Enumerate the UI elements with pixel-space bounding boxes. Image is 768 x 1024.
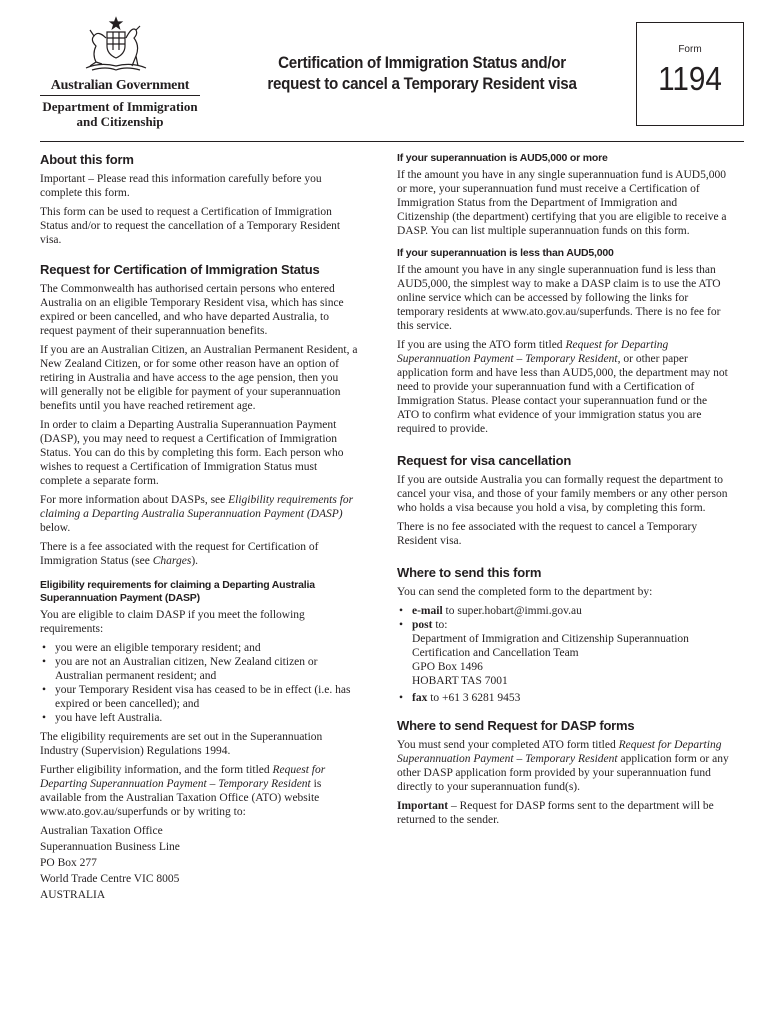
where-to-send-heading: Where to send this form [397,565,542,580]
dasp-forms-section [397,718,729,827]
fax-method-list [397,691,729,705]
about-section [40,152,358,247]
department-name [40,99,200,129]
form-number: 1194 [658,60,722,97]
where-to-send-intro: You can send the completed form to the department by: [397,586,653,598]
address-line: PO Box 277 [40,857,97,869]
certification-section [40,262,358,568]
certification-p2: If you are an Australian Citizen, an Australian Permanent Resident, a New Zealand Citizen, or for some other reason have an option of retiring in Australia and have access to the age pension, then you will generally not be eligible for payment of your superannuation benefits until you have reached retirement age. [40,344,358,412]
eligibility-intro: You are eligible to claim DASP if you meet the following requirements: [40,609,305,635]
form-number-box [636,22,744,126]
visa-cancellation-p2: There is no fee associated with the request to cancel a Temporary Resident visa. [397,521,698,547]
eligibility-list [40,641,358,725]
left-column [40,152,358,904]
form-label: Form [678,44,702,55]
send-methods-list [397,604,729,632]
eligibility-further: Further eligibility information, and the form titled Request for Departing Superannuation Payment – Temporary Resident is available from the Australian Taxation Office (ATO) website www.ato.gov.au/superfunds or by writing to: [40,764,326,818]
certification-p4: For more information about DASPs, see Eligibility requirements for claiming a Departing Australia Superannuation Payment (DASP) below. [40,494,354,534]
aud5000-or-more-section [397,152,729,238]
address-line: Superannuation Business Line [40,841,180,853]
certification-p3: In order to claim a Departing Australia Superannuation Payment (DASP), you may need to request a Certification of Immigration Status. You can do this by completing this form. Each person who wishes to request a Certification of Immigration Status must complete a separate form. [40,419,344,487]
address-line: AUSTRALIA [40,889,106,901]
ato-address [40,824,358,902]
list-item: • you were an eligible temporary resident; and [40,641,358,655]
aud5000-or-more-heading: If your superannuation is AUD5,000 or more [397,152,608,164]
list-item: • you have left Australia. [40,711,358,725]
department-name-line2: and Citizenship [76,114,164,129]
eligibility-regulations: The eligibility requirements are set out in the Superannuation Industry (Supervision) Regulations 1994. [40,731,323,757]
address-line: World Trade Centre VIC 8005 [40,873,180,885]
certification-p5: There is a fee associated with the request for Certification of Immigration Status (see Charges). [40,541,319,567]
visa-cancellation-p1: If you are outside Australia you can formally request the department to cancel your visa, and those of your family members or any other person who holds a visa because you hold a visa, by completing this form. [397,474,728,514]
form-title [238,53,606,95]
fax-method: • fax to +61 3 6281 9453 [397,691,729,705]
visa-cancellation-heading: Request for visa cancellation [397,453,572,468]
list-item: • you are not an Australian citizen, New Zealand citizen or Australian permanent resident; and [40,655,358,683]
header-divider [40,95,200,96]
address-line: GPO Box 1496 [412,661,483,673]
aud5000-or-more-p1: If the amount you have in any single superannuation fund is AUD5,000 or more, your superannuation fund must receive a Certification of Immigration Status from the Department of Immigration and Citizenship (the department) certifying that you are eligible to receive a DASP. You can list multiple superannuation funds on this form. [397,169,727,237]
address-line: Australian Taxation Office [40,825,163,837]
address-line: HOBART TAS 7001 [412,675,508,687]
post-method: • post to: [397,618,729,632]
aud5000-less-p1: If the amount you have in any single superannuation fund is less than AUD5,000, the simplest way to make a DASP claim is to use the ATO online service which can be accessed by following the links for temporary residents at www.ato.gov.au/superfunds. There is no fee for this service. [397,264,721,332]
where-to-send-section [397,565,729,705]
dasp-forms-important: Important – Request for DASP forms sent to the department will be returned to the sender. [397,800,714,826]
certification-p1: The Commonwealth has authorised certain persons who entered Australia on an eligible Temporary Resident visa, which has since expired or been cancelled, and who have departed Australia, to request payment of their superannuation benefits. [40,283,344,337]
address-line: Department of Immigration and Citizenship Superannuation [412,633,689,645]
visa-cancellation-section [397,453,729,548]
government-name: Australian Government [50,78,190,93]
form-title-line1: Certification of Immigration Status and/or [278,54,566,72]
form-title-line2: request to cancel a Temporary Resident visa [267,75,577,93]
certification-heading: Request for Certification of Immigration Status [40,262,320,277]
right-column [397,152,729,832]
aud5000-less-section [397,247,729,436]
about-p2: This form can be used to request a Certification of Immigration Status and/or to request the cancellation of a Temporary Resident visa. [40,206,341,246]
header-rule [40,141,744,142]
dasp-forms-p1: You must send your completed ATO form titled Request for Departing Superannuation Payment – Temporary Resident application form or any other DASP application form provided by your superannuation fund directly to your superannuation fund(s). [397,739,729,793]
list-item: • your Temporary Resident visa has ceased to be in effect (i.e. has expired or been cancelled); and [40,683,358,711]
aud5000-less-heading: If your superannuation is less than AUD5,000 [397,247,614,259]
dasp-forms-heading: Where to send Request for DASP forms [397,718,635,733]
aud5000-less-p2: If you are using the ATO form titled Request for Departing Superannuation Payment – Temporary Resident, or other paper application form and have less than AUD5,000, the department may not need to provide your superannuation fund with a Certification of Immigration Status. Please contact your superannuation fund or the ATO to confirm what evidence of your immigration status you are required to provide. [397,339,728,435]
about-heading: About this form [40,152,134,167]
department-name-line1: Department of Immigration [42,99,198,114]
about-p1: Important – Please read this information carefully before you complete this form. [40,173,322,199]
email-method: • e-mail to super.hobart@immi.gov.au [397,604,729,618]
department-address [412,632,729,688]
coat-of-arms-icon [76,16,156,74]
eligibility-heading: Eligibility requirements for claiming a Departing Australia Superannuation Payment (DASP) [40,579,315,604]
address-line: Certification and Cancellation Team [412,647,579,659]
eligibility-section [40,579,358,902]
